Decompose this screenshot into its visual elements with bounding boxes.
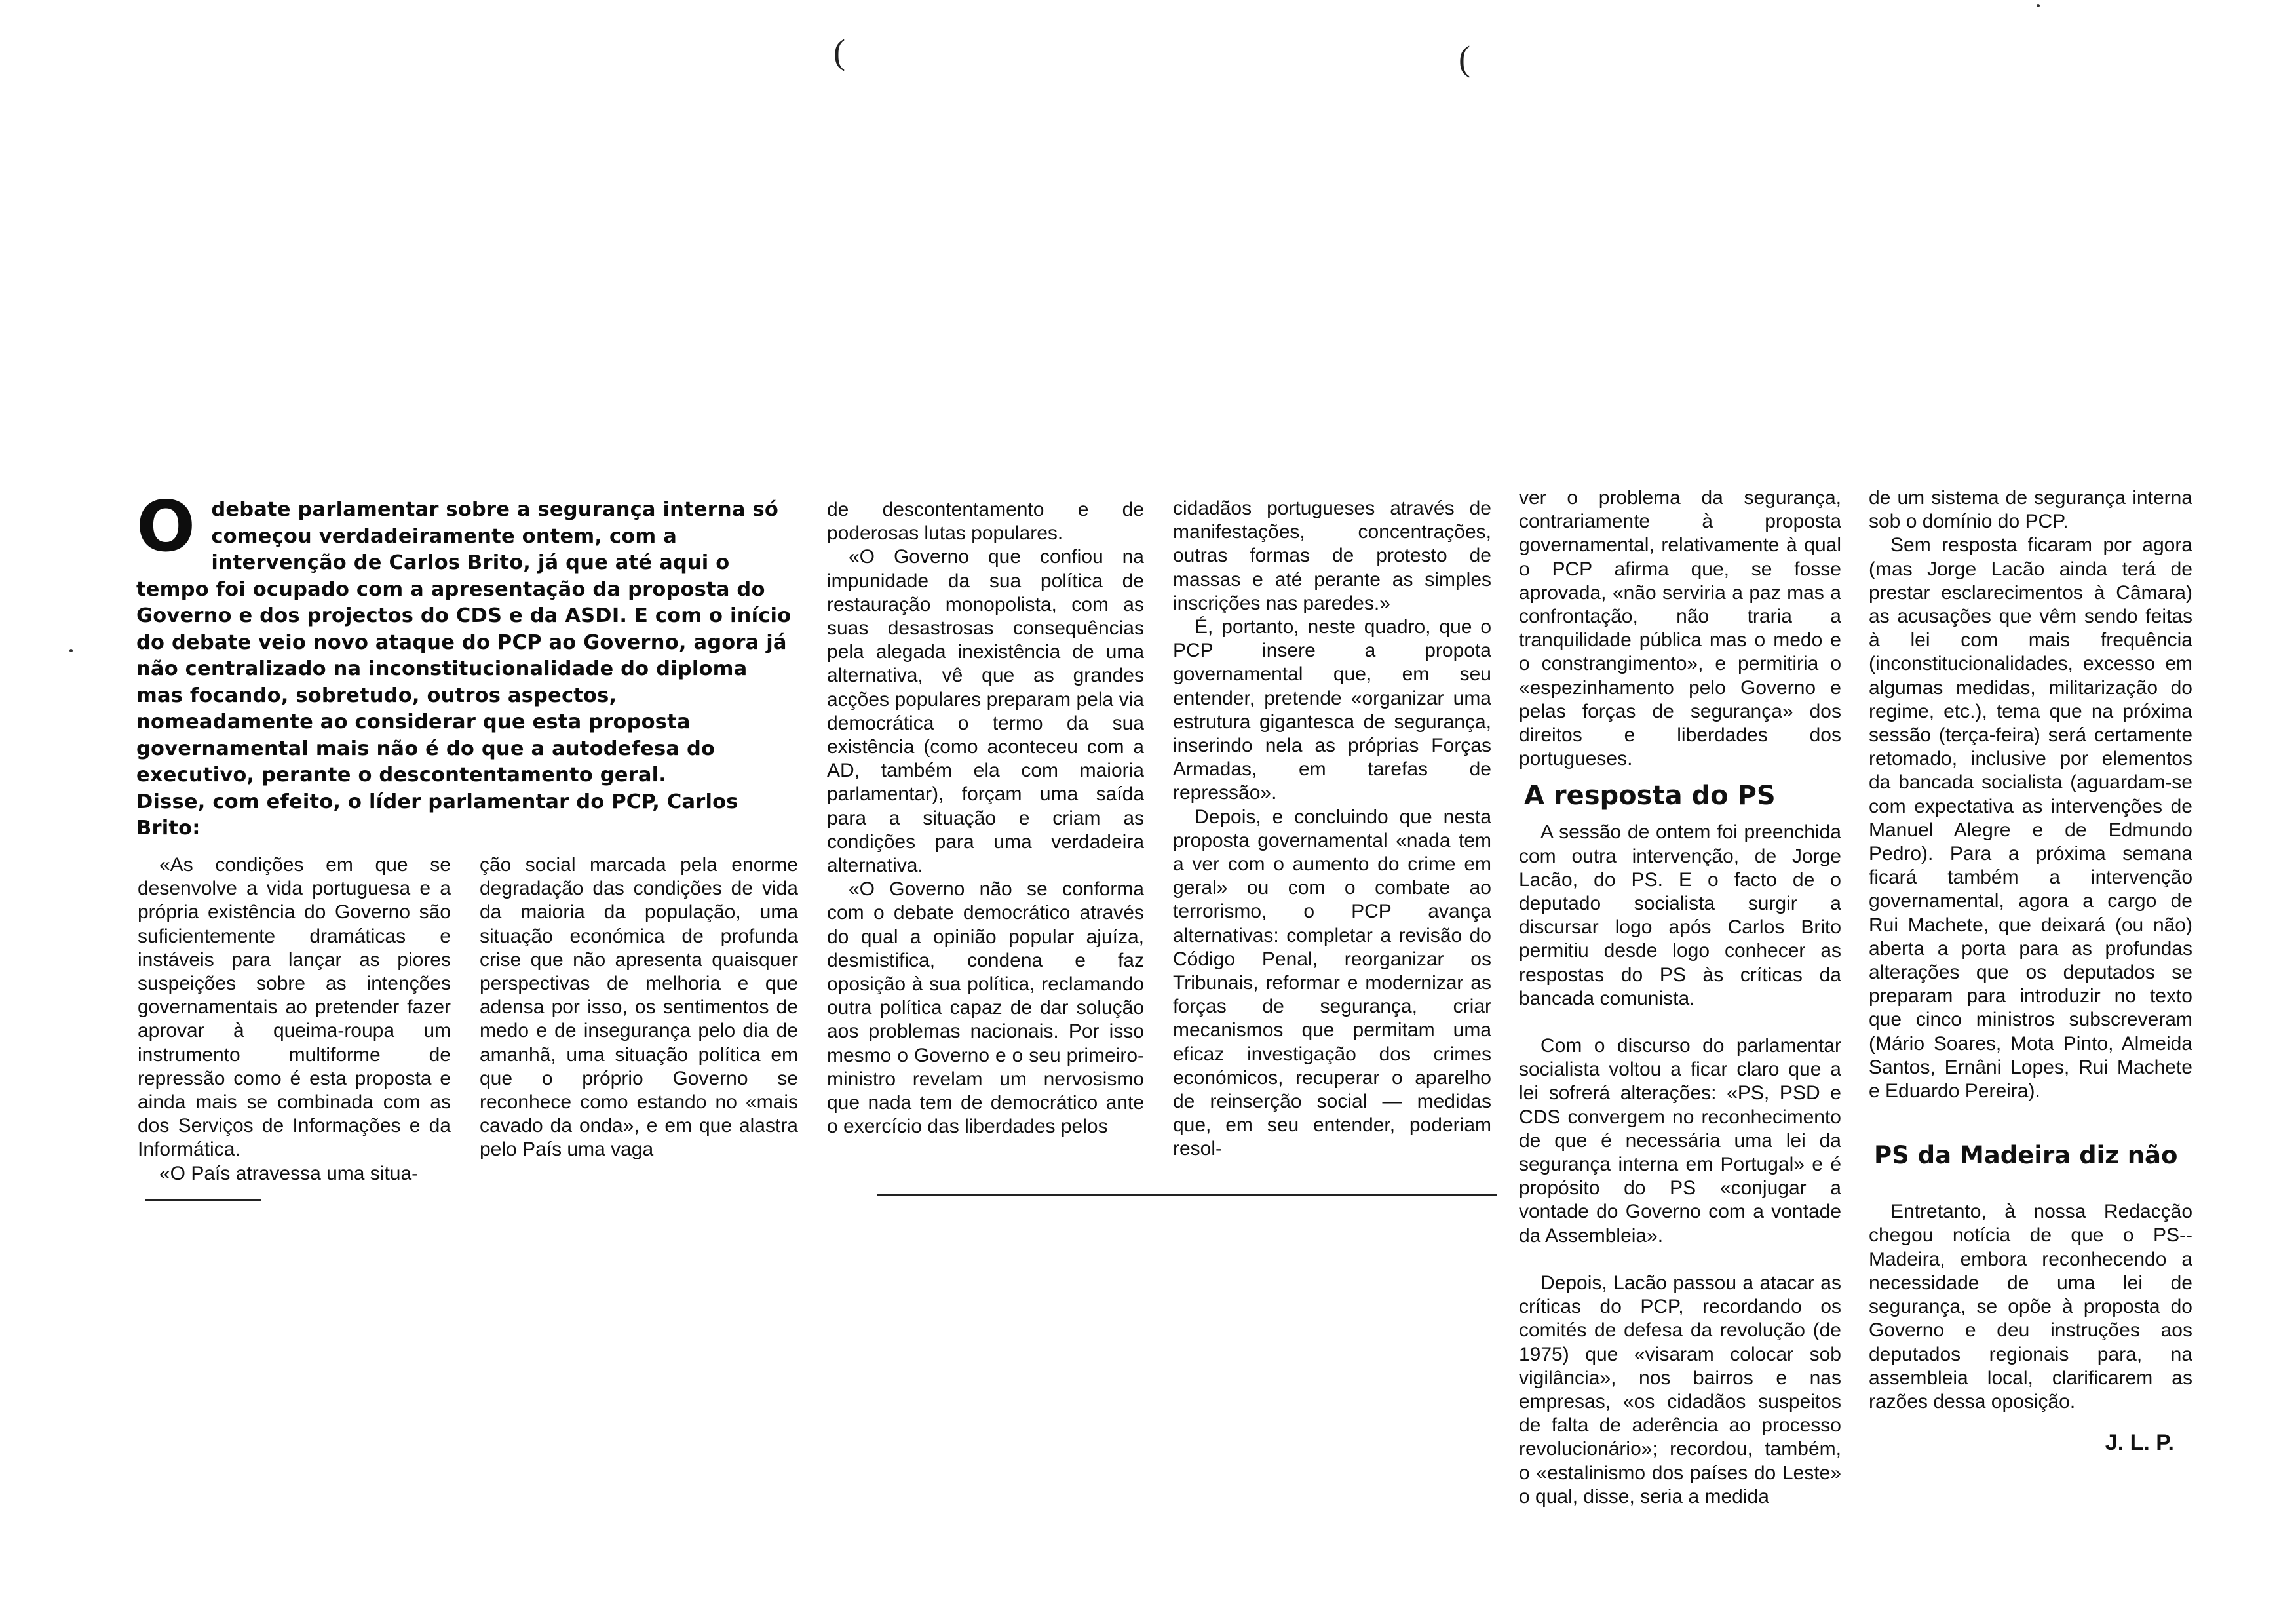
column-1 [138,853,451,1207]
paragraph: Entretanto, à nossa Redacção chegou notícia de que o PS--Madeira, embora reconhecendo a necessidade de uma lei de segurança, se opõe à proposta do Governo e deu instruções aos deputados regionais para, na assembleia local, clarificarem as razões dessa oposição. [1869,1201,2192,1412]
paragraph: «O País atravessa uma situa- [159,1162,419,1184]
paragraph: A sessão de ontem foi preenchida com outra intervenção, de Jorge Lacão, do PS. E o facto de o deputado socialista surgir a discursar logo após Carlos Brito permitiu desde logo conhecer as respostas do PS às críticas da bancada comunista. [1519,821,1841,1009]
paragraph: «As condições em que se desenvolve a vida portuguesa e a própria existência do Governo são suficientemente dramáticas e instáveis para lançar as piores suspeições sobre as intenções governamentais ao pretender fazer aprovar à queima-roupa um instrumento multiforme de repressão como é esta proposta e ainda mais se combinada com as dos Serviços de Informações e da Informática. [138,854,451,1161]
paragraph: ver o problema da segurança, contrariamente à proposta governamental, relativamente à qual o PCP afirma que, se fosse aprovada, «não serviria a paz mas a confrontação, não traria a tranquilidade pública mas o medo e o constrangimento», e permitiria o «espezinhamento pelo Governo e pelas forças de segurança» dos direitos e liberdades dos portugueses. [1519,487,1841,770]
column-4 [1173,497,1491,1180]
subheading-ps-response: A resposta do PS [1524,781,1776,811]
paragraph: «O Governo não se conforma com o debate democrático através do qual a opinião popular ajuíza, desmistifica, condena e faz oposição à sua política, reclamando outra política capaz de dar solução aos problemas nacionais. Por isso mesmo o Governo e o seu primeiro-ministro revelam um nervosismo que nada tem de democrático ante o exercício das liberdades pelos [827,878,1144,1138]
column-5 [1519,486,1841,1551]
paragraph: de um sistema de segurança interna sob o domínio do PCP. [1869,487,2192,533]
paragraph: cidadãos portugueses através de manifestações, concentrações, outras formas de protesto de massas e até perante as simples inscrições nas paredes.» [1173,497,1491,614]
drop-cap: O [136,486,196,567]
column-6 [1869,486,2192,1535]
column-end-rule [145,1199,261,1201]
article-lead [136,486,798,842]
paragraph: «O Governo que confiou na impunidade da sua política de restauração monopolista, com as suas desastrosas consequências pela alegada inexistência de uma alternativa, vê que as grandes acções populares preparam pela via democrática o termo da sua existência (como aconteceu com a AD, também ela com maioria parlamentar), forçam uma saída para a situação e criam as condições para uma verdadeira alternativa. [827,546,1144,877]
lead-attribution: Disse, com efeito, o líder parlamentar do PCP, Carlos Brito: [136,790,738,840]
paragraph: Sem resposta ficaram por agora (mas Jorge Lacão ainda terá de prestar esclarecimentos à Câmara) as acusações que vêm sendo feitas à lei com mais frequência (inconstitucionalidades, excesso em algumas medidas, militarização do regime, etc.), tema que na próxima sessão (terça-feira) será certamente retomado, inclusive por elementos da bancada socialista (aguardam-se com expectativa as intervenções de Manuel Alegre e de Edmundo Pedro). Para a próxima semana ficará também a intervenção governamental, agora a cargo de Rui Machete, que deixará (ou não) aberta a porta para as profundas alterações que os deputados se preparam para introduzir no texto que cinco ministros subscreveram (Mário Soares, Mota Pinto, Almeida Santos, Ernâni Lopes, Rui Machete e Eduardo Pereira). [1869,534,2192,1102]
paragraph: Com o discurso do parlamentar socialista voltou a ficar claro que a lei sofrerá alterações: «PS, PSD e CDS convergem no reconhecimento de que é necessária uma lei da segurança interna em Portugal» e é propósito do PS «conjugar a vontade do Governo com a vontade da Assembleia». [1519,1035,1841,1247]
paragraph: Depois, e concluindo que nesta proposta governamental «nada tem a ver com o aumento do crime em geral» ou com o combate ao terrorismo, o PCP avança alternativas: completar a revisão do Código Penal, reorganizar os Tribunais, reformar e modernizar as forças de segurança, criar mecanismos que permitam uma eficaz investigação dos crimes económicos, recuperar o aparelho de reinserção social — medidas que, em seu entender, poderiam resol- [1173,806,1491,1160]
columns-end-rule [877,1194,1497,1196]
subheading-madeira: PS da Madeira diz não [1874,1141,2178,1170]
margin-mark-left: ( [833,32,845,71]
lead-text: debate parlamentar sobre a segurança interna só começou verdadeiramente ontem, com a intervenção de Carlos Brito, já que até aqui o tempo foi ocupado com a apresentação da proposta do Governo e dos projectos do CDS e da ASDI. E com o início do debate veio novo ataque do PCP ao Governo, agora já não centralizado na inconstitucionalidade do diploma mas focando, sobretudo, outros aspectos, nomeadamente ao considerar que esta proposta governamental mais não é do que a autodefesa do executivo, perante o descontentamento geral. [136,498,792,787]
paragraph: de descontentamento e de poderosas lutas populares. [827,499,1144,545]
speck [69,649,73,652]
author-signature: J. L. P. [2105,1430,2174,1456]
column-3 [827,498,1144,1180]
paragraph: É, portanto, neste quadro, que o PCP insere a propota governamental que, em seu entender, pretende «organizar uma estrutura gigantesca de segurança, inserindo nela as próprias Forças Armadas, em tarefas de repressão». [1173,616,1491,804]
speck [2037,4,2040,7]
column-2 [480,853,798,1178]
paragraph: Depois, Lacão passou a atacar as críticas do PCP, recordando os comités de defesa da revolução (de 1975) que «visaram colocar sob vigilância», nos bairros e nas empresas, «os cidadãos suspeitos de falta de aderência ao processo revolucionário»; recordou, também, o «estalinismo dos países do Leste» o qual, disse, seria a medida [1519,1272,1841,1508]
margin-mark-right: ( [1459,39,1470,78]
paragraph: ção social marcada pela enorme degradação das condições de vida da maioria da população, uma situação económica de profunda crise que não apresenta quaisquer perspectivas de melhoria e que adensa por isso, os sentimentos de medo e de insegurança pelo dia de amanhã, uma situação política em que o próprio Governo se reconhece como estando no «mais cavado da onda», e em que alastra pelo País uma vaga [480,854,798,1161]
